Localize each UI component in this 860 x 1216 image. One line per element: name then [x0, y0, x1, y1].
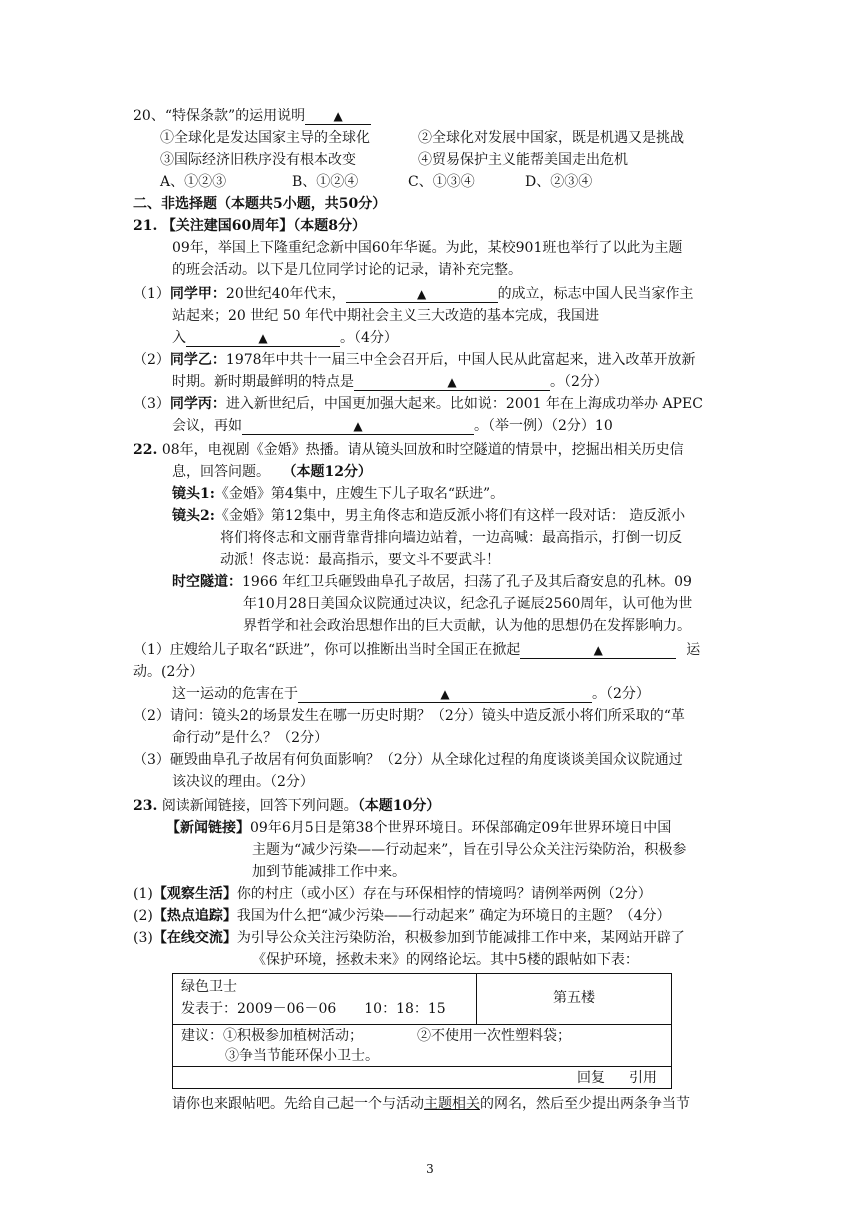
page-number: 3	[426, 1162, 434, 1176]
q23-part3-line2: 《保护环境，拯救未来》的网络论坛。其中5楼的跟帖如下表：	[252, 952, 639, 968]
answer-blank[interactable]: ▲	[242, 418, 474, 435]
q23-part3-line1: (3)【在线交流】为引导公众关注污染防治，积极参加到节能减排工作中来，某网站开辟了	[133, 930, 685, 946]
q20-choice-a: A、①②③	[160, 174, 227, 190]
q22-part2-line1: （2）请问：镜头2的场景发生在哪一历史时期？（2分）镜头中造反派小将们所采取的“革	[133, 708, 685, 724]
q21-intro-line2: 的班会活动。以下是几位同学讨论的记录，请补充完整。	[172, 262, 522, 278]
q22-part2-line2: 命行动”是什么？（2分）	[172, 730, 329, 746]
post-suggestion-1: 建议：①积极参加植树活动；	[181, 1028, 363, 1044]
q21-title: 21. 【关注建国60周年】（本题8分）	[133, 218, 367, 234]
forum-post-table	[172, 973, 672, 1089]
post-floor: 第五楼	[553, 990, 595, 1006]
q22-shot2-line1: 镜头2:《金婚》第12集中，男主角佟志和造反派小将们有这样一段对话： 造反派小	[172, 508, 686, 524]
q23-intro: 23. 阅读新闻链接，回答下列问题。（本题10分）	[133, 798, 441, 814]
q22-shot2-line2: 将们将佟志和文丽背靠背排向墙边站着，一边高喊：最高指示，打倒一切反	[220, 530, 682, 546]
q23-last-line: 请你也来跟帖吧。先给自己起一个与活动主题相关的网名，然后至少提出两条争当节	[172, 1096, 690, 1112]
post-timestamp: 发表于：2009－06－06 10：18：15	[181, 1001, 446, 1017]
q22-part1-line1: （1）庄嫂给儿子取名“跃进”，你可以推断出当时全国正在掀起 ▲ 运	[133, 642, 701, 658]
q22-shot2-line3: 动派！佟志说：最高指示，要文斗不要武斗！	[220, 552, 500, 568]
q22-part1-line3: 这一运动的危害在于 ▲ 。（2分）	[172, 686, 650, 702]
answer-blank[interactable]: ▲	[346, 286, 498, 303]
q21-part1-line1: （1）同学甲：20世纪40年代末， ▲ 的成立，标志中国人民当家作主	[133, 286, 694, 302]
reply-link[interactable]: 回复	[577, 1070, 605, 1086]
section-heading: 二、非选择题（本题共5小题，共50分）	[133, 196, 387, 212]
q23-news-line2: 主题为“减少污染——行动起来”，旨在引导公众关注污染防治，积极参	[252, 842, 687, 858]
table-divider	[173, 1066, 671, 1067]
q22-tunnel-line3: 界哲学和社会政治思想作出的巨大贡献，认为他的思想仍在发挥影响力。	[243, 618, 691, 634]
q22-tunnel-line2: 年10月28日美国众议院通过决议，纪念孔子诞辰2560周年，认可他为世	[243, 596, 693, 612]
quote-link[interactable]: 引用	[629, 1070, 657, 1086]
table-divider	[173, 1024, 671, 1025]
q23-news-line3: 加到节能减排工作中来。	[252, 864, 406, 880]
q22-shot1: 镜头1:《金婚》第4集中，庄嫂生下儿子取名“跃进”。	[172, 486, 505, 502]
q22-part3-line1: （3）砸毁曲阜孔子故居有何负面影响？（2分）从全球化过程的角度谈谈美国众议院通过	[133, 752, 683, 768]
q21-part3-line2: 会议，再如 ▲ 。（举一例）（2分）10	[172, 418, 613, 434]
q22-part1-line2: 动。(2分）	[133, 664, 204, 680]
q20-option-2: ②全球化对发展中国家，既是机遇又是挑战	[418, 130, 684, 146]
q20-option-3: ③国际经济旧秩序没有根本改变	[160, 152, 356, 168]
answer-blank[interactable]: ▲	[298, 686, 592, 703]
q20-choice-b: B、①②④	[292, 174, 359, 190]
q22-tunnel-line1: 时空隧道：1966 年红卫兵砸毁曲阜孔子故居，扫荡了孔子及其后裔安息的孔林。09	[172, 574, 692, 590]
q20-stem: 20、“特保条款”的运用说明 ▲	[133, 106, 371, 126]
answer-blank[interactable]: ▲	[520, 642, 676, 659]
q21-part1-line3: 入 ▲ 。（4分）	[172, 330, 398, 346]
q21-part3-line1: （3）同学丙：进入新世纪后，中国更加强大起来。比如说：2001 年在上海成功举办 APEC	[133, 396, 703, 412]
q21-part2-line1: （2）同学乙：1978年中共十一届三中全会召开后，中国人民从此富起来，进入改革开放新	[133, 352, 696, 368]
answer-blank[interactable]: ▲	[186, 330, 340, 347]
table-divider	[476, 974, 477, 1024]
post-suggestion-2: ②不使用一次性塑料袋；	[417, 1028, 571, 1044]
answer-blank[interactable]: ▲	[305, 108, 371, 125]
q22-intro-line2: 息，回答问题。 （本题12分）	[172, 464, 372, 480]
q21-part2-line2: 时期。新时期最鲜明的特点是 ▲ 。（2分）	[172, 374, 608, 390]
q21-part1-line2: 站起来；20 世纪 50 年代中期社会主义三大改造的基本完成，我国进	[172, 308, 599, 324]
q20-choice-d: D、②③④	[525, 174, 593, 190]
post-suggestion-3: ③争当节能环保小卫士。	[225, 1048, 379, 1064]
q20-choice-c: C、①③④	[408, 174, 475, 190]
q21-intro-line1: 09年，举国上下隆重纪念新中国60年华诞。为此，某校901班也举行了以此为主题	[172, 240, 683, 256]
post-author: 绿色卫士	[181, 979, 237, 995]
q20-option-4: ④贸易保护主义能帮美国走出危机	[418, 152, 628, 168]
q22-intro-line1: 22. 08年，电视剧《金婚》热播。请从镜头回放和时空隧道的情景中，挖掘出相关历史信	[133, 442, 684, 458]
q23-news-line1: 【新闻链接】09年6月5日是第38个世界环境日。环保部确定09年世界环境日中国	[166, 820, 672, 836]
answer-blank[interactable]: ▲	[354, 374, 550, 391]
q23-part1: (1)【观察生活】你的村庄（或小区）存在与环保相悖的情境吗？请例举两例（2分）	[133, 886, 652, 902]
q22-part3-line2: 该决议的理由。（2分）	[172, 774, 314, 790]
q20-option-1: ①全球化是发达国家主导的全球化	[160, 130, 370, 146]
q23-part2: (2)【热点追踪】我国为什么把“减少污染——行动起来” 确定为环境日的主题？（4分）	[133, 908, 671, 924]
